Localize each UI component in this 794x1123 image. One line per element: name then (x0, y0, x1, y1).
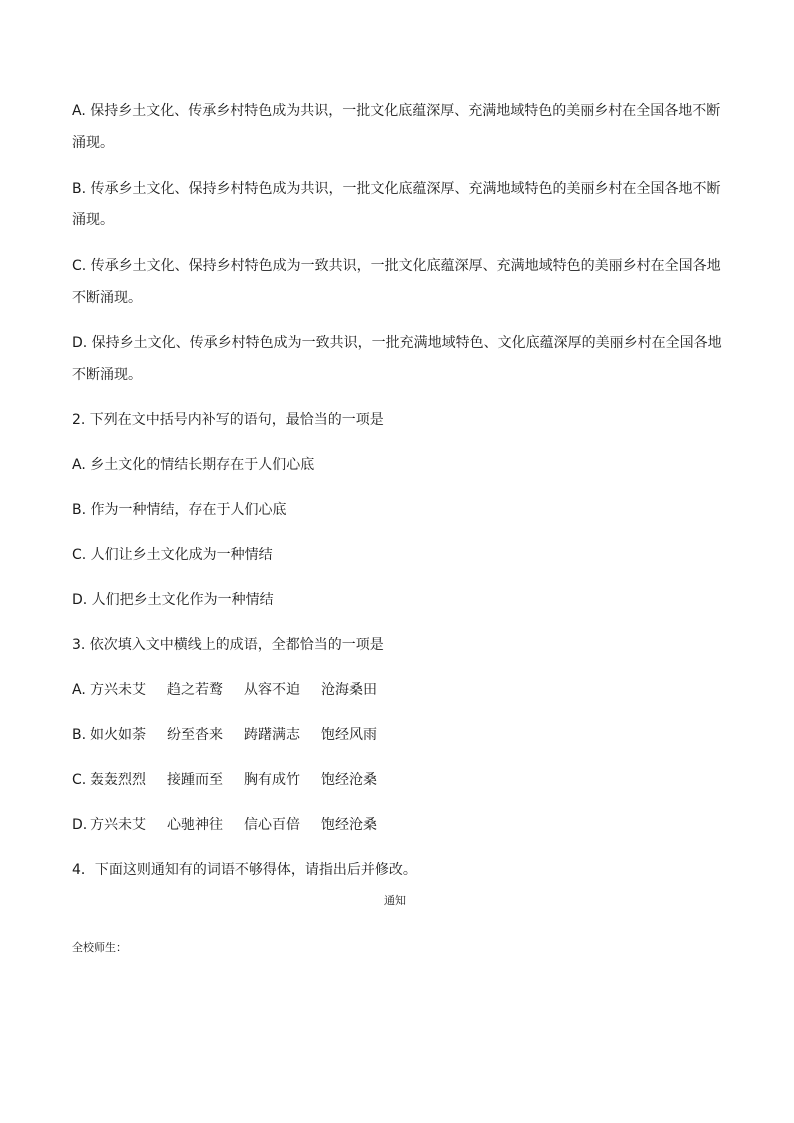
q2-option-a: A. 乡土文化的情结长期存在于人们心底 (72, 457, 315, 473)
idiom: 心驰神往 (167, 817, 223, 833)
q1-option-b-line2: 涌现。 (72, 212, 114, 228)
idiom: 饱经风雨 (321, 727, 377, 743)
q3-option-b (72, 726, 398, 744)
idiom: 方兴未艾 (90, 682, 146, 698)
q1-option-a-line2: 涌现。 (72, 135, 114, 151)
idiom: 饱经沧桑 (321, 772, 377, 788)
idiom: 信心百倍 (244, 817, 300, 833)
q2-stem: 2. 下列在文中括号内补写的语句，最恰当的一项是 (72, 412, 384, 428)
option-label: C. (72, 772, 87, 788)
q1-option-c-line1: C. 传承乡土文化、保持乡村特色成为一致共识，一批文化底蕴深厚、充满地域特色的美丽乡村在全国各地 (72, 258, 721, 274)
q3-stem: 3. 依次填入文中横线上的成语，全都恰当的一项是 (72, 637, 384, 653)
q2-option-c: C. 人们让乡土文化成为一种情结 (72, 547, 273, 563)
q3-option-d (72, 816, 398, 834)
q1-option-d-line2: 不断涌现。 (72, 367, 142, 383)
idiom: 从容不迫 (244, 682, 300, 698)
q1-option-a-line1: A. 保持乡土文化、传承乡村特色成为共识，一批文化底蕴深厚、充满地域特色的美丽乡村在全国各地不断 (72, 103, 721, 119)
idiom: 纷至沓来 (167, 727, 223, 743)
q4-stem: 4．下面这则通知有的词语不够得体，请指出后并修改。 (72, 862, 417, 878)
idiom: 饱经沧桑 (321, 817, 377, 833)
q1-option-b-line1: B. 传承乡土文化、保持乡村特色成为共识，一批文化底蕴深厚、充满地域特色的美丽乡村在全国各地不断 (72, 181, 721, 197)
option-label: B. (72, 727, 87, 743)
q1-option-c-line2: 不断涌现。 (72, 290, 142, 306)
idiom: 胸有成竹 (244, 772, 300, 788)
idiom: 如火如荼 (90, 727, 146, 743)
idiom: 沧海桑田 (321, 682, 377, 698)
q3-option-c (72, 771, 398, 789)
idiom: 轰轰烈烈 (90, 772, 146, 788)
notice-title: 通知 (384, 894, 406, 907)
option-label: A. (72, 682, 86, 698)
q3-option-a (72, 681, 398, 699)
idiom: 踌躇满志 (244, 727, 300, 743)
q2-option-d: D. 人们把乡土文化作为一种情结 (72, 592, 274, 608)
idiom: 趋之若鹜 (167, 682, 223, 698)
option-label: D. (72, 817, 88, 833)
notice-greeting: 全校师生： (72, 941, 127, 954)
q2-option-b: B. 作为一种情结，存在于人们心底 (72, 502, 287, 518)
idiom: 接踵而至 (167, 772, 223, 788)
idiom: 方兴未艾 (90, 817, 146, 833)
q1-option-d-line1: D. 保持乡土文化、传承乡村特色成为一致共识，一批充满地域特色、文化底蕴深厚的美丽乡村在全国各地 (72, 335, 722, 351)
